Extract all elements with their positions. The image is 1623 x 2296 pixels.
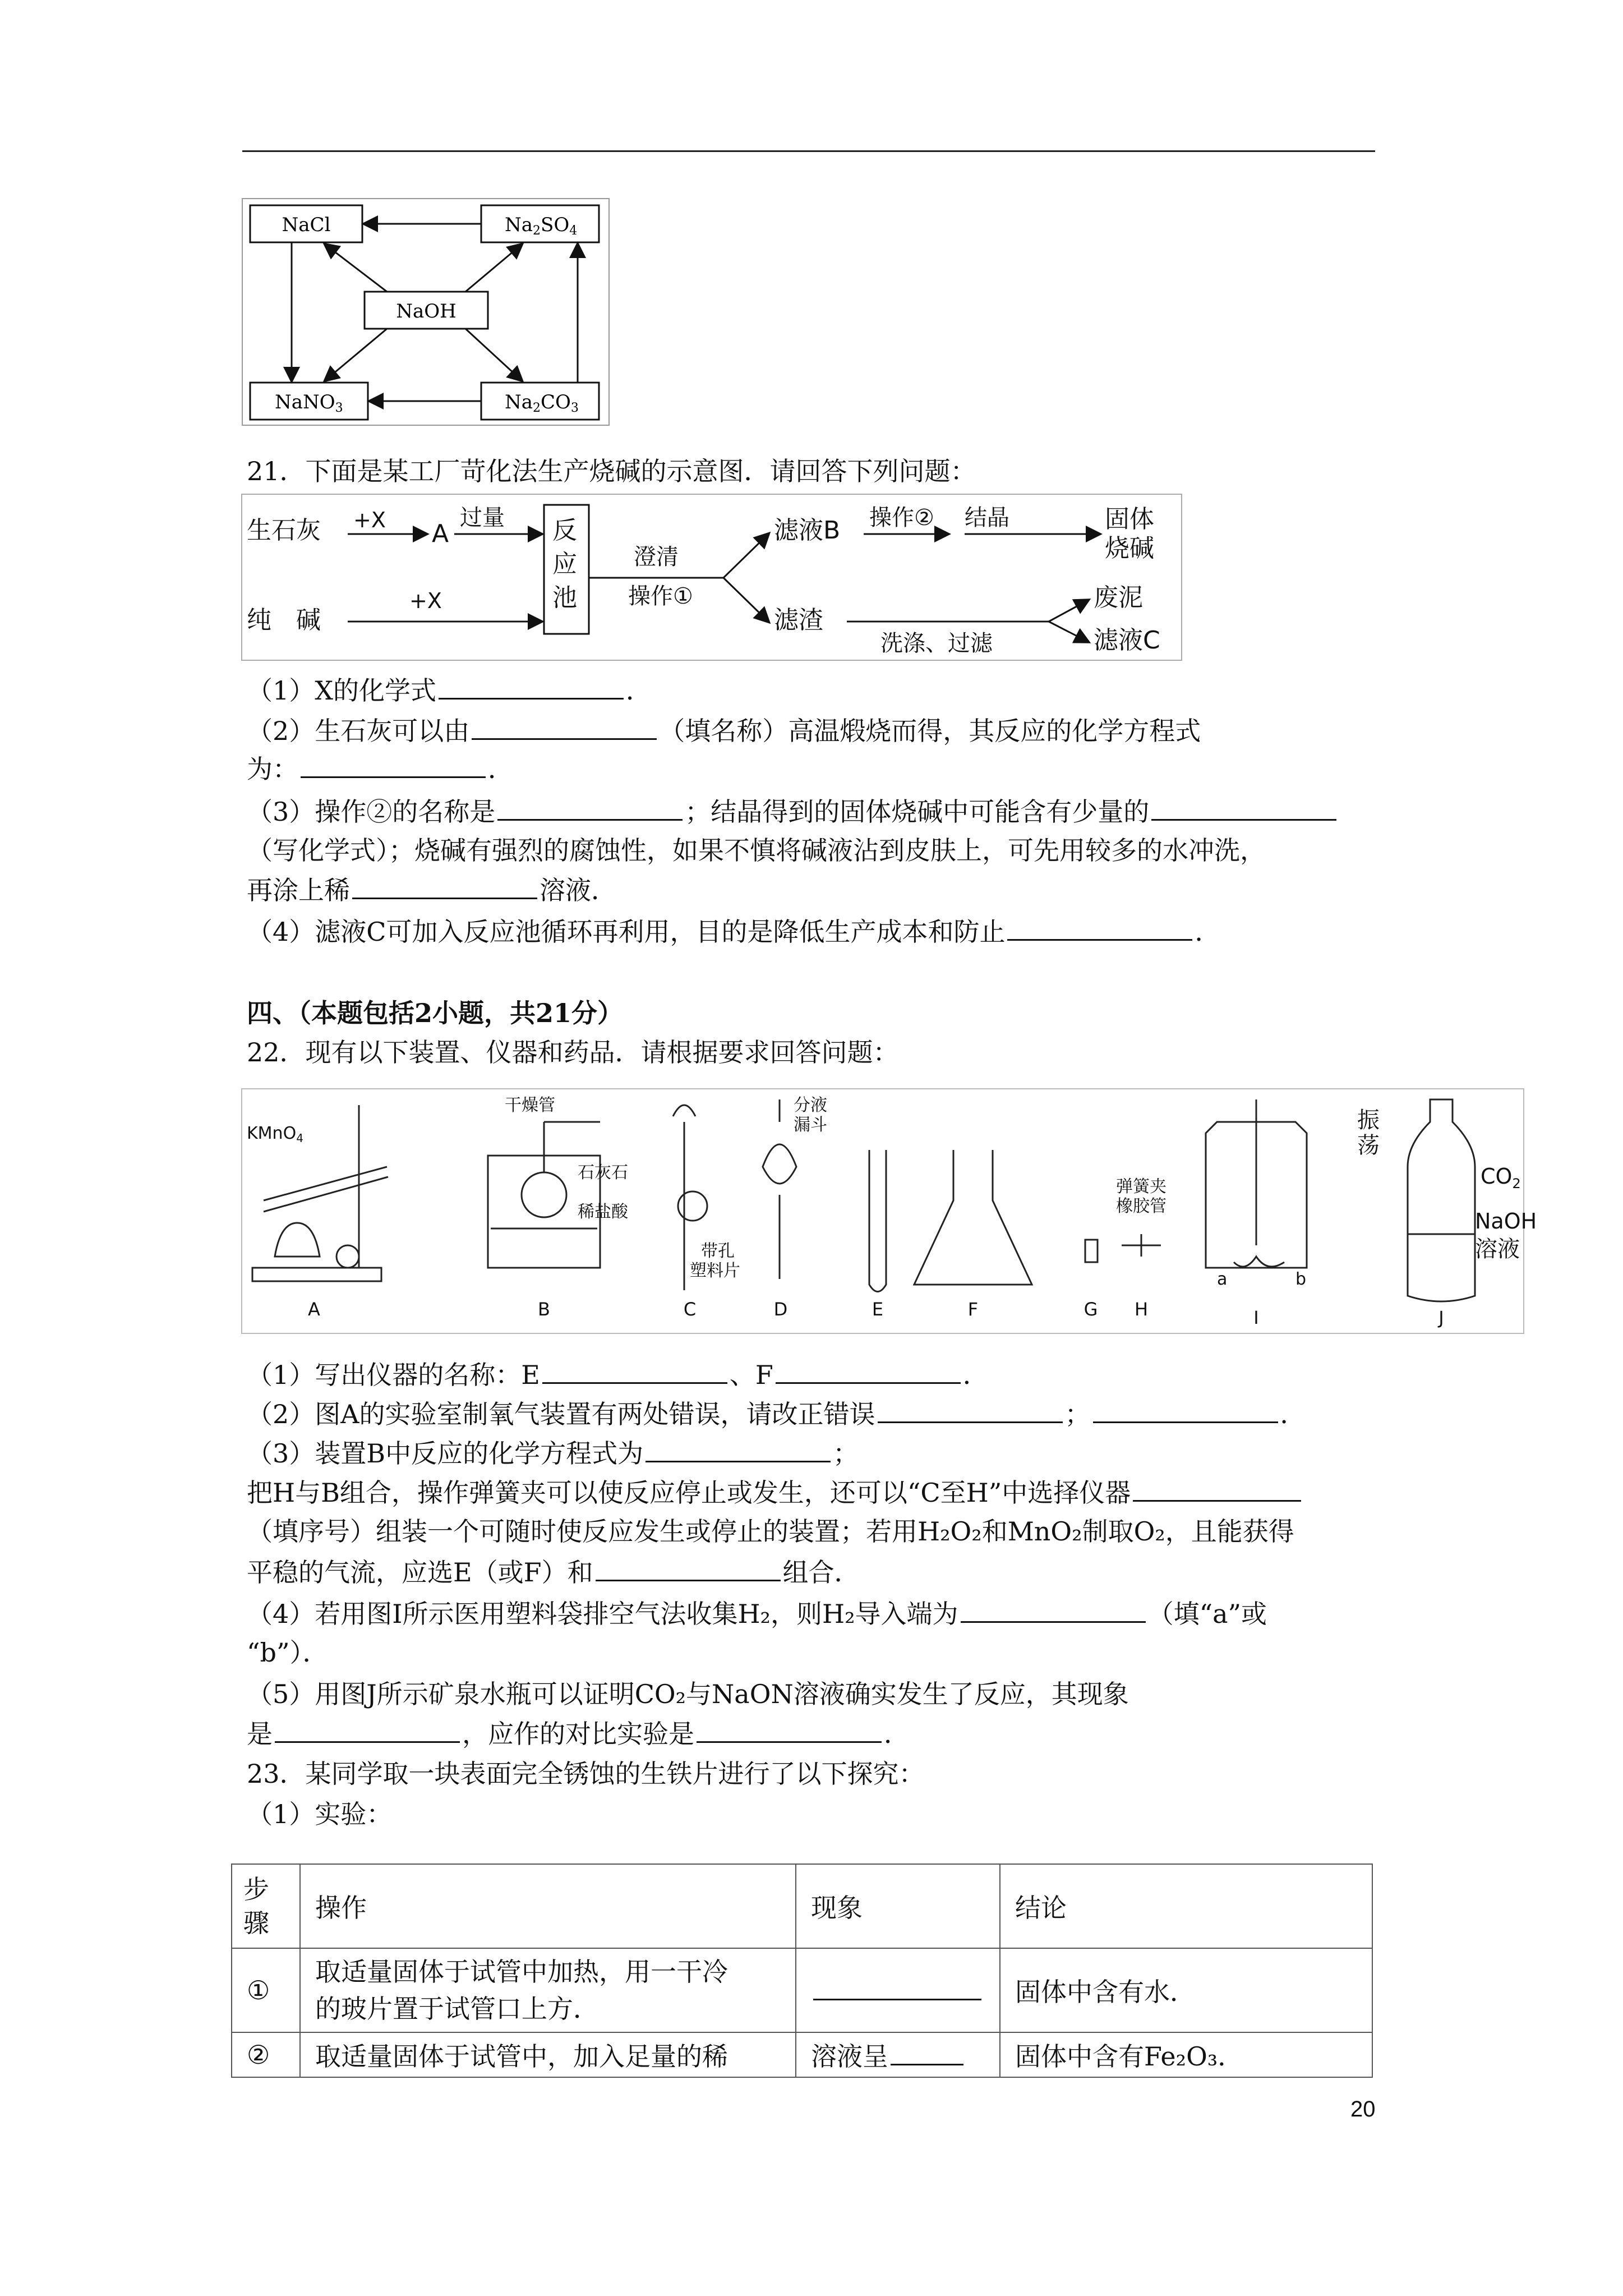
sep-funnel-1: 分液	[794, 1096, 827, 1115]
dilute-hcl-label: 稀盐酸	[578, 1202, 628, 1222]
residue-label: 滤渣	[774, 606, 823, 634]
q22-p5b: 是 ，应作的对比实验是 ．	[247, 1717, 910, 1751]
row-conclusion: 固体中含有Fe₂O₃．	[1000, 2032, 1372, 2077]
perforated-2: 塑料片	[690, 1261, 740, 1281]
q22-p3c: （填序号）组装一个可随时使反应发生或停止的装置；若用H₂O₂和MnO₂制取O₂，且能获得	[247, 1516, 1294, 1547]
q22-title: 22．现有以下装置、仪器和药品．请根据要求回答问题：	[247, 1037, 899, 1068]
row-phenomenon	[796, 1948, 1000, 2032]
excess-label: 过量	[460, 505, 505, 531]
answer-blank[interactable]	[1151, 794, 1336, 821]
q21-p2: （2）生石灰可以由 （填名称）高温煅烧而得，其反应的化学方程式	[247, 714, 1201, 748]
answer-blank[interactable]	[878, 1397, 1063, 1423]
answer-blank[interactable]	[352, 873, 537, 899]
table-row	[232, 1948, 1372, 2032]
answer-blank[interactable]	[275, 1717, 460, 1743]
q22-p3d: 平稳的气流，应选E（或F）和 组合．	[247, 1555, 860, 1589]
answer-blank[interactable]	[961, 1596, 1146, 1623]
page-number: 20	[1350, 2097, 1376, 2122]
plus-x-1: +X	[353, 508, 386, 532]
answer-blank[interactable]	[697, 1717, 882, 1743]
q21-p3d: 再涂上稀 溶液．	[247, 873, 617, 907]
header-step: 步 骤	[232, 1864, 300, 1948]
row-operation: 取适量固体于试管中加热，用一干冷 的玻片置于试管口上方．	[300, 1948, 796, 2032]
label-a: A	[308, 1299, 320, 1320]
answer-blank[interactable]	[1007, 914, 1192, 941]
spring-clip-2: 橡胶管	[1116, 1197, 1166, 1216]
header-rule	[242, 150, 1375, 152]
answer-blank[interactable]	[1133, 1475, 1301, 1502]
answer-blank[interactable]	[301, 752, 486, 778]
answer-blank[interactable]	[472, 714, 657, 740]
sep-funnel-2: 漏斗	[794, 1115, 827, 1135]
answer-blank[interactable]	[891, 2039, 963, 2065]
row-conclusion: 固体中含有水．	[1000, 1948, 1372, 2032]
nacl-box: NaCl	[282, 214, 331, 236]
label-e: E	[872, 1299, 884, 1320]
nano3-box: NaNO3	[275, 391, 343, 415]
na2co3-box: Na2CO3	[505, 391, 579, 415]
q22-p3: （3）装置B中反应的化学方程式为 ；	[247, 1436, 859, 1470]
op1-label: 操作①	[628, 583, 693, 609]
quicklime-label: 生石灰	[247, 516, 321, 545]
q23-sub: （1）实验：	[247, 1799, 393, 1829]
crystallize-label: 结晶	[965, 505, 1009, 531]
kmno4-label: KMnO$_4$	[247, 1124, 303, 1145]
reactor-3: 池	[552, 583, 577, 612]
clarify-label: 澄清	[634, 544, 679, 570]
answer-blank[interactable]	[776, 1358, 961, 1384]
reactor-1: 反	[552, 516, 577, 545]
label-j: J	[1438, 1307, 1444, 1328]
answer-blank[interactable]	[813, 1974, 981, 2000]
table-row	[232, 2032, 1372, 2077]
naoh-label: NaOH	[1475, 1209, 1537, 1234]
solid-caustic-1: 固体	[1105, 505, 1154, 533]
answer-blank[interactable]	[596, 1555, 781, 1581]
row-phenomenon: 溶液呈	[796, 2032, 1000, 2077]
q22-p2: （2）图A的实验室制氧气装置有两处错误，请改正错误 ； ．	[247, 1397, 1306, 1431]
end-a: a	[1217, 1269, 1228, 1289]
row-operation: 取适量固体于试管中，加入足量的稀	[300, 2032, 796, 2077]
row-step: ①	[232, 1948, 300, 2032]
shake-2: 荡	[1357, 1133, 1380, 1158]
perforated-1: 带孔	[701, 1241, 735, 1261]
q21-title: 21．下面是某工厂苛化法生产烧碱的示意图．请回答下列问题：	[247, 456, 976, 486]
limestone-label: 石灰石	[578, 1163, 628, 1182]
q22-p4: （4）若用图I所示医用塑料袋排空气法收集H₂，则H₂导入端为 （填“a”或	[247, 1596, 1267, 1631]
q21-p2c: 为： ．	[247, 752, 514, 786]
label-i: I	[1253, 1307, 1259, 1328]
co2-label: $CO_2$	[1481, 1164, 1521, 1191]
plus-x-2: +X	[409, 588, 442, 613]
header-conclusion: 结论	[1000, 1864, 1372, 1948]
answer-blank[interactable]	[645, 1436, 831, 1462]
q21-p3: （3）操作②的名称是 ；结晶得到的固体烧碱中可能含有少量的	[247, 794, 1339, 829]
answer-blank[interactable]	[542, 1358, 727, 1384]
naoh-box: NaOH	[396, 300, 457, 323]
q21-p3c: （写化学式）；烧碱有强烈的腐蚀性，如果不慎将碱液沾到皮肤上，可先用较多的水冲洗，	[247, 835, 1266, 866]
na2so4-box: Na2SO4	[505, 214, 578, 238]
q22-p5: （5）用图J所示矿泉水瓶可以证明CO₂与NaON溶液确实发生了反应，其现象	[247, 1679, 1129, 1709]
conversion-diagram	[241, 197, 611, 427]
end-b: b	[1295, 1269, 1307, 1289]
answer-blank[interactable]	[439, 673, 624, 700]
solid-caustic-2: 烧碱	[1105, 534, 1154, 563]
spring-clip-1: 弹簧夹	[1116, 1177, 1166, 1197]
q21-p4: （4）滤液C可加入反应池循环再利用，目的是降低生产成本和防止 ．	[247, 914, 1220, 949]
label-h: H	[1134, 1299, 1149, 1320]
solution-label: 溶液	[1475, 1236, 1520, 1262]
waste-mud: 废泥	[1094, 583, 1143, 612]
shake-1: 振	[1357, 1107, 1380, 1133]
q21-p1: （1）X的化学式 ．	[247, 673, 652, 707]
soda-label: 纯 碱	[247, 606, 321, 634]
label-g: G	[1083, 1299, 1098, 1320]
label-b: B	[538, 1299, 550, 1320]
op2-label: 操作②	[869, 505, 934, 531]
drying-tube-label: 干燥管	[505, 1096, 555, 1115]
q23-title: 23．某同学取一块表面完全锈蚀的生铁片进行了以下探究：	[247, 1759, 925, 1789]
row-step: ②	[232, 2032, 300, 2077]
reactor-2: 应	[552, 550, 577, 578]
label-d: D	[773, 1299, 788, 1320]
answer-blank[interactable]	[1093, 1397, 1278, 1423]
header-phenomenon: 现象	[796, 1864, 1000, 1948]
header-operation: 操作	[300, 1864, 796, 1948]
section-heading: 四、（本题包括2小题，共21分）	[247, 998, 624, 1028]
lab-apparatus-figure	[241, 1088, 1537, 1335]
label-c: C	[683, 1299, 697, 1320]
label-f: F	[967, 1299, 979, 1320]
a-label: A	[432, 519, 449, 548]
caustic-soda-flowchart	[241, 494, 1183, 662]
filtrate-b: 滤液B	[774, 516, 841, 545]
experiment-table	[231, 1864, 1373, 2078]
answer-blank[interactable]	[497, 794, 683, 821]
wash-label: 洗涤、过滤	[880, 631, 993, 656]
q22-p1: （1）写出仪器的名称：E 、F ．	[247, 1358, 989, 1392]
table-header-row	[232, 1864, 1372, 1948]
q22-p4c: “b”）．	[247, 1637, 329, 1668]
q22-p3b: 把H与B组合，操作弹簧夹可以使反应停止或发生，还可以“C至H”中选择仪器	[247, 1475, 1303, 1510]
filtrate-c: 滤液C	[1094, 626, 1160, 655]
